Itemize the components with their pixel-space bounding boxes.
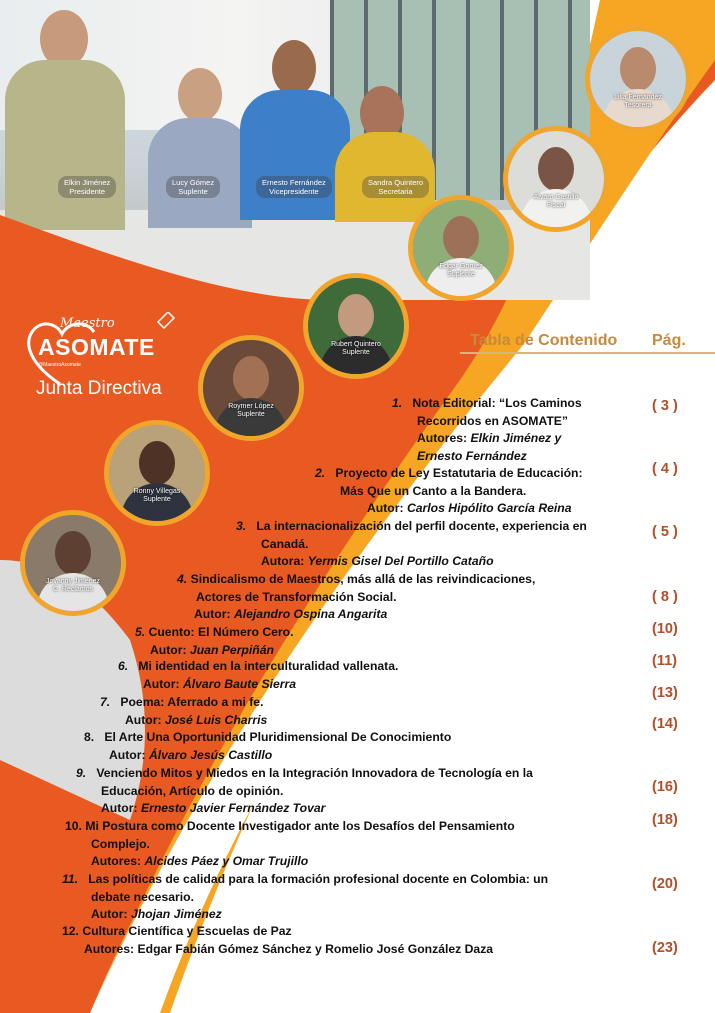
portrait-name: Roymer López: [228, 403, 274, 410]
toc-author-label: Autor:: [125, 712, 162, 727]
toc-author-label: Autor:: [150, 642, 187, 657]
toc-page-1: ( 3 ): [652, 398, 678, 414]
portrait-edgar: [408, 195, 514, 301]
toc-page-8: (14): [652, 716, 678, 732]
toc-author: Elkin Jiménez y: [470, 431, 562, 445]
toc-author: Carlos Hipólito García Reina: [406, 501, 572, 515]
toc-entry-title: Mi identidad en la interculturalidad vallenata.: [138, 659, 399, 673]
toc-author-label: Autor:: [109, 747, 146, 762]
toc-author: Alcides Páez y Omar Trujillo: [144, 854, 309, 868]
portrait-rubert: [303, 273, 409, 379]
toc-page-7: (13): [652, 685, 678, 701]
toc-entry-title: Más Que un Canto a la Bandera.: [340, 483, 527, 498]
portrait-role: Fiscal: [546, 202, 566, 209]
toc-entry-5: [135, 624, 293, 659]
portrait-name: Ronny Villegas: [133, 488, 181, 495]
toc-author: Yermis Gisel Del Portillo Cataño: [307, 554, 494, 568]
section-title: Junta Directiva: [36, 378, 162, 399]
toc-entry-title: La internacionalización del perfil docente, experiencia en: [256, 519, 587, 533]
toc-number: 9.: [76, 766, 87, 780]
toc-entry-1: [392, 395, 582, 465]
toc-number: 6.: [118, 659, 129, 673]
toc-entry-title: Cultura Científica y Escuelas de Paz: [82, 924, 292, 938]
photo-label-role: Secretaria: [378, 187, 413, 196]
toc-number: 3.: [236, 519, 247, 533]
photo-label-role: Suplente: [178, 187, 208, 196]
toc-entry-4: [177, 571, 535, 624]
toc-page-6: (11): [652, 653, 677, 669]
toc-title: Tabla de Contenido: [470, 332, 618, 349]
portrait-lilia: [585, 26, 691, 132]
toc-entry-title: Venciendo Mitos y Miedos en la Integración Innovadora de Tecnología en la: [96, 766, 533, 780]
portrait-role: Suplente: [237, 411, 265, 418]
toc-page-10: (18): [652, 812, 678, 828]
toc-number: 10.: [65, 819, 82, 833]
portrait-roymer: [198, 335, 304, 441]
toc-author: Álvaro Baute Sierra: [182, 676, 297, 691]
toc-entry-title: Cuento: El Número Cero.: [148, 625, 294, 639]
toc-entry-title: Sindicalismo de Maestros, más allá de las reivindicaciones,: [190, 572, 536, 586]
toc-entry-title: Actores de Transformación Social.: [196, 589, 397, 604]
portrait-role: Suplente: [143, 496, 171, 503]
toc-author-label: Autores:: [91, 854, 142, 868]
portrait-name: Alvaro Castillo: [533, 194, 579, 201]
toc-entry-title: Proyecto de Ley Estatutaria de Educación:: [335, 466, 583, 480]
toc-number: 4.: [177, 572, 188, 586]
portrait-role: Suplente: [447, 271, 475, 278]
toc-page-12: (23): [652, 940, 678, 956]
toc-page-3: ( 5 ): [652, 524, 678, 540]
portrait-ronny: [104, 420, 210, 526]
toc-author-label: Autores:: [417, 431, 468, 445]
logo-name: ASOMATE: [38, 334, 155, 360]
toc-entry-title: Complejo.: [91, 836, 150, 851]
photo-label-role: Presidente: [69, 187, 106, 196]
toc-author-label: Autores:: [84, 941, 135, 956]
photo-label-role: Vicepresidente: [269, 187, 319, 196]
toc-entry-10: [65, 818, 515, 871]
toc-page-header: Pág.: [652, 332, 686, 349]
toc-author: Juan Perpiñán: [189, 642, 274, 657]
toc-author: Alejandro Ospina Angarita: [233, 607, 388, 621]
toc-entry-title: Nota Editorial: “Los Caminos: [412, 396, 582, 410]
toc-number: 7.: [100, 695, 111, 709]
toc-entry-9: [76, 765, 533, 818]
toc-entry-title: debate necesario.: [91, 889, 194, 904]
toc-page-4: ( 8 ): [652, 589, 678, 605]
portrait-alvaro: [503, 126, 609, 232]
toc-page-9: (16): [652, 779, 678, 795]
toc-author: José Luis Charris: [164, 712, 268, 727]
portrait-name: Lilia Fernández: [614, 94, 662, 101]
toc-entry-12: [62, 923, 493, 958]
toc-author: Ernesto Javier Fernández Tovar: [140, 801, 326, 815]
toc-author-label: Autora:: [261, 554, 305, 568]
logo-social-handle: @MaestroAsomate: [38, 362, 81, 368]
toc-page-11: (20): [652, 876, 678, 892]
toc-entry-2: [315, 465, 583, 518]
portrait-name: Edgar Gomez: [439, 263, 483, 270]
toc-entry-3: [236, 518, 587, 571]
toc-number: 8.: [84, 730, 95, 744]
toc-entry-title: Recorridos en ASOMATE”: [417, 413, 569, 428]
toc-entry-title: El Arte Una Oportunidad Pluridimensional De Conocimiento: [104, 730, 452, 744]
toc-entry-title: Educación, Artículo de opinión.: [101, 783, 284, 798]
toc-author-label: Autor:: [367, 501, 404, 515]
photo-label-name: Elkin Jiménez: [64, 178, 111, 187]
toc-number: 12.: [62, 924, 79, 938]
toc-divider: [460, 352, 715, 354]
portrait-role: Tesorera: [624, 102, 652, 109]
logo-maestro-text: Maestro: [60, 316, 115, 331]
toc-entry-title: Poema: Aferrado a mi fe.: [120, 695, 264, 709]
toc-entry-8: [84, 729, 451, 764]
photo-label-name: Lucy Gómez: [172, 178, 215, 187]
toc-author-label: Autor:: [91, 907, 128, 921]
portrait-name: Rubert Quintero: [331, 341, 381, 348]
toc-number: 11.: [62, 872, 79, 886]
toc-entry-6: [118, 658, 398, 693]
toc-entry-7: [100, 694, 267, 729]
toc-number: 1.: [392, 396, 403, 410]
toc-entry-title: Las políticas de calidad para la formación profesional docente en Colombia: un: [88, 872, 549, 886]
portrait-role: C. Reclamos: [52, 586, 94, 593]
toc-author: Álvaro Jesús Castillo: [148, 747, 273, 762]
toc-author: Jhojan Jiménez: [130, 907, 222, 921]
portrait-name: Jovanny Jiménez: [45, 578, 101, 585]
toc-entry-11: [62, 871, 548, 924]
portrait-role: Suplente: [342, 349, 370, 356]
toc-author-label: Autor:: [101, 801, 138, 815]
toc-page-5: (10): [652, 621, 678, 637]
photo-label-name: Sandra Quintero: [368, 178, 424, 187]
toc-author-label: Autor:: [143, 676, 180, 691]
photo-label-name: Ernesto Fernández: [262, 178, 326, 187]
toc-author-label: Autor:: [194, 607, 231, 621]
toc-author: Ernesto Fernández: [417, 448, 527, 463]
toc-number: 2.: [315, 466, 326, 480]
toc-number: 5.: [135, 625, 146, 639]
portrait-jovanny: [20, 510, 126, 616]
toc-entry-title: Mi Postura como Docente Investigador ante los Desafíos del Pensamiento: [85, 819, 515, 833]
toc-entry-title: Canadá.: [261, 536, 309, 551]
toc-author: Edgar Fabián Gómez Sánchez y Romelio José González Daza: [137, 941, 494, 956]
toc-page-2: ( 4 ): [652, 461, 678, 477]
